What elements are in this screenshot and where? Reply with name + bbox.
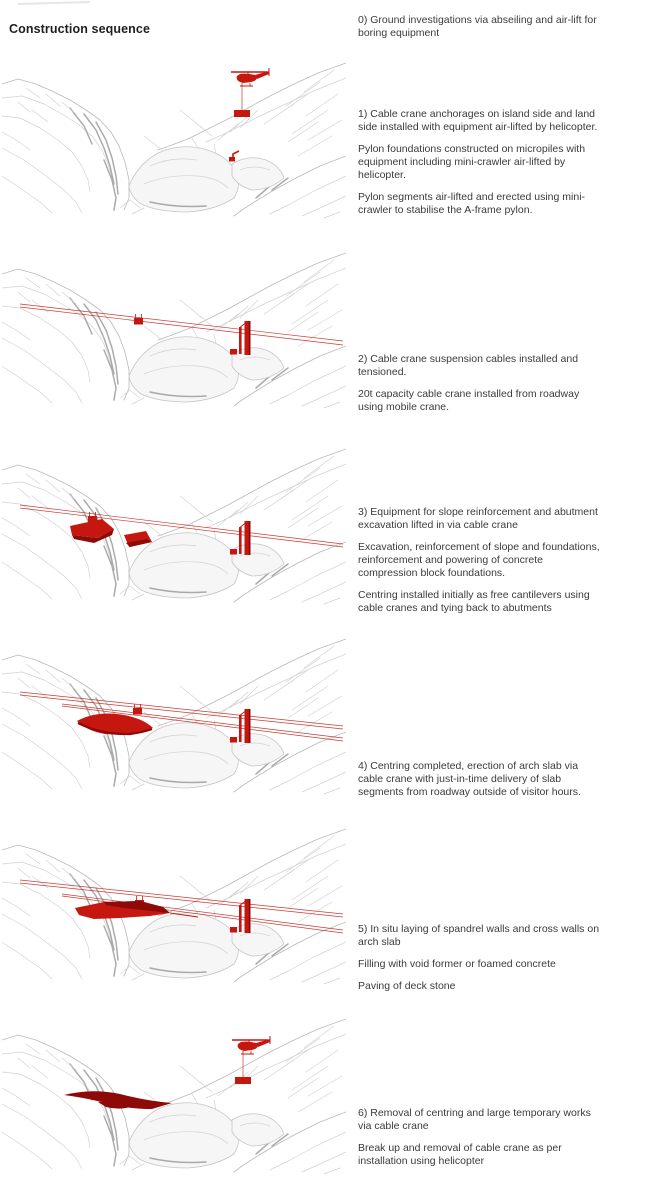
stage-paragraph: 4) Centring completed, erection of arch slab via cable crane with just-in-time delivery of slab segments from roadway outside of visitor hours. bbox=[358, 760, 581, 798]
gorge-sketch bbox=[2, 634, 346, 794]
illustration-spandrel-walls bbox=[2, 824, 346, 984]
helicopter-icon bbox=[231, 68, 269, 86]
stage-paragraph: Centring installed initially as free cantilevers using cable cranes and tying back to abutments bbox=[358, 589, 590, 614]
stage-paragraph: 6) Removal of centring and large temporary works via cable crane bbox=[358, 1107, 591, 1132]
stage-paragraph: Pylon segments air-lifted and erected using mini-crawler to stabilise the A-frame pylon. bbox=[358, 191, 586, 216]
cable-crane-trolley bbox=[133, 704, 142, 715]
stage-5-text bbox=[358, 923, 604, 1002]
stage-paragraph: Excavation, reinforcement of slope and foundations, reinforcement and powering of concrete compression block foundations. bbox=[358, 541, 600, 579]
gorge-sketch bbox=[2, 824, 346, 984]
stage-paragraph: Paving of deck stone bbox=[358, 980, 456, 992]
page-title: Construction sequence bbox=[9, 22, 151, 37]
sketch-smudge bbox=[18, 1, 90, 5]
illustration-centring-cantilever bbox=[2, 444, 346, 604]
stage-paragraph: 0) Ground investigations via abseiling and air-lift for boring equipment bbox=[358, 14, 597, 39]
cable-crane-trolley bbox=[134, 314, 143, 325]
stage-paragraph: 5) In situ laying of spandrel walls and cross walls on arch slab bbox=[358, 923, 600, 948]
stage-1-text bbox=[358, 108, 604, 226]
stage-4-text bbox=[358, 760, 604, 808]
gorge-sketch bbox=[2, 58, 346, 218]
stage-paragraph: Filling with void former or foamed concrete bbox=[358, 958, 556, 970]
airlifted-load bbox=[235, 1077, 251, 1084]
helicopter-icon bbox=[232, 1036, 270, 1054]
gorge-sketch bbox=[2, 1014, 346, 1174]
illustration-helicopter-airlift bbox=[2, 58, 346, 218]
airlifted-load bbox=[234, 110, 250, 117]
stage-paragraph: 2) Cable crane suspension cables installed and tensioned. bbox=[358, 353, 579, 378]
gorge-sketch bbox=[2, 444, 346, 604]
illustration-centring-removal bbox=[2, 1014, 346, 1174]
stage-paragraph: 20t capacity cable crane installed from roadway using mobile crane. bbox=[358, 388, 580, 413]
stage-0-text bbox=[358, 14, 604, 49]
stage-paragraph: 3) Equipment for slope reinforcement and abutment excavation lifted in via cable crane bbox=[358, 506, 598, 531]
stage-6-text bbox=[358, 1107, 604, 1177]
gorge-sketch bbox=[2, 248, 346, 408]
a-frame-pylon bbox=[230, 521, 251, 555]
illustration-arch-slab-erection bbox=[2, 634, 346, 794]
stage-paragraph: 1) Cable crane anchorages on island side and land side installed with equipment air-lifted by helicopter. bbox=[358, 108, 598, 133]
illustration-cable-crane-installed bbox=[2, 248, 346, 408]
stage-2-text bbox=[358, 353, 604, 423]
stage-3-text bbox=[358, 506, 604, 624]
stage-paragraph: Break up and removal of cable crane as per installation using helicopter bbox=[358, 1142, 562, 1167]
a-frame-pylon bbox=[230, 321, 251, 355]
stage-paragraph: Pylon foundations constructed on micropiles with equipment including mini-crawler air-lifted by helicopter. bbox=[358, 143, 586, 181]
